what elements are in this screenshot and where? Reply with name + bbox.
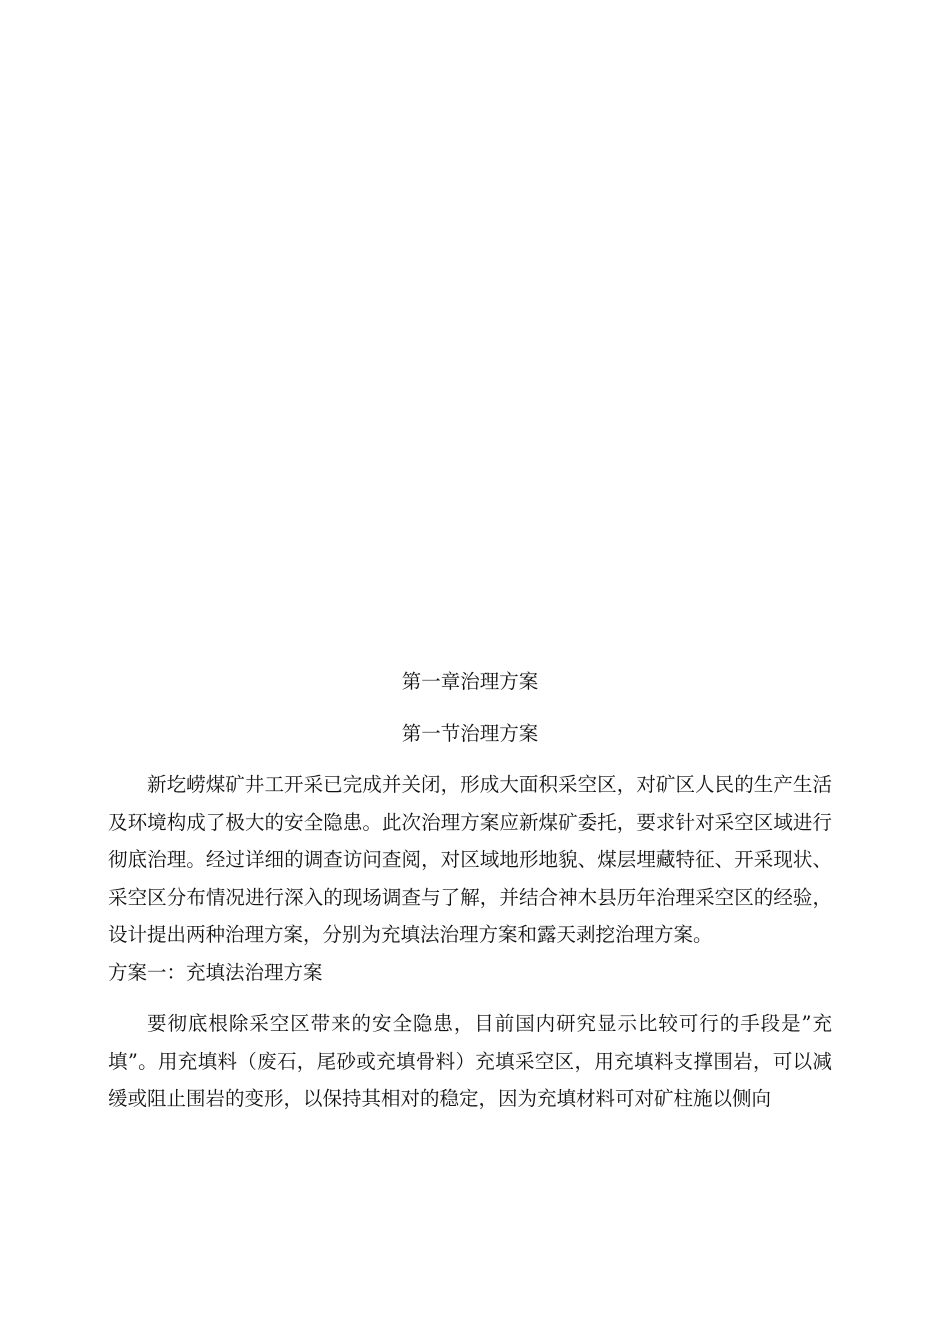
document-body (108, 663, 832, 1118)
plan-one-heading: 方案一：充填法治理方案 (108, 960, 323, 984)
intro-paragraph: 新圪崂煤矿井工开采已完成并关闭，形成大面积采空区，对矿区人民的生产生活及环境构成了极大的安全隐患。此次治理方案应新煤矿委托，要求针对采空区域进行彻底治理。经过详细的调查访问查阅，对区域地形地貌、煤层埋藏特征、开采现状、采空区分布情况进行深入的现场调查与了解，并结合神木县历年治理采空区的经验，设计提出两种治理方案，分别为充填法治理方案和露天剥挖治理方案。 (108, 773, 832, 946)
chapter-title: 第一章治理方案 (401, 670, 539, 693)
plan-one-paragraph: 要彻底根除采空区带来的安全隐患，目前国内研究显示比较可行的手段是”充填”。用充填料（废石，尾砂或充填骨料）充填采空区，用充填料支撑围岩，可以减缓或阻止围岩的变形，以保持其相对的稳定，因为充填材料可对矿柱施以侧向 (108, 1012, 832, 1110)
section-title: 第一节治理方案 (401, 721, 539, 745)
